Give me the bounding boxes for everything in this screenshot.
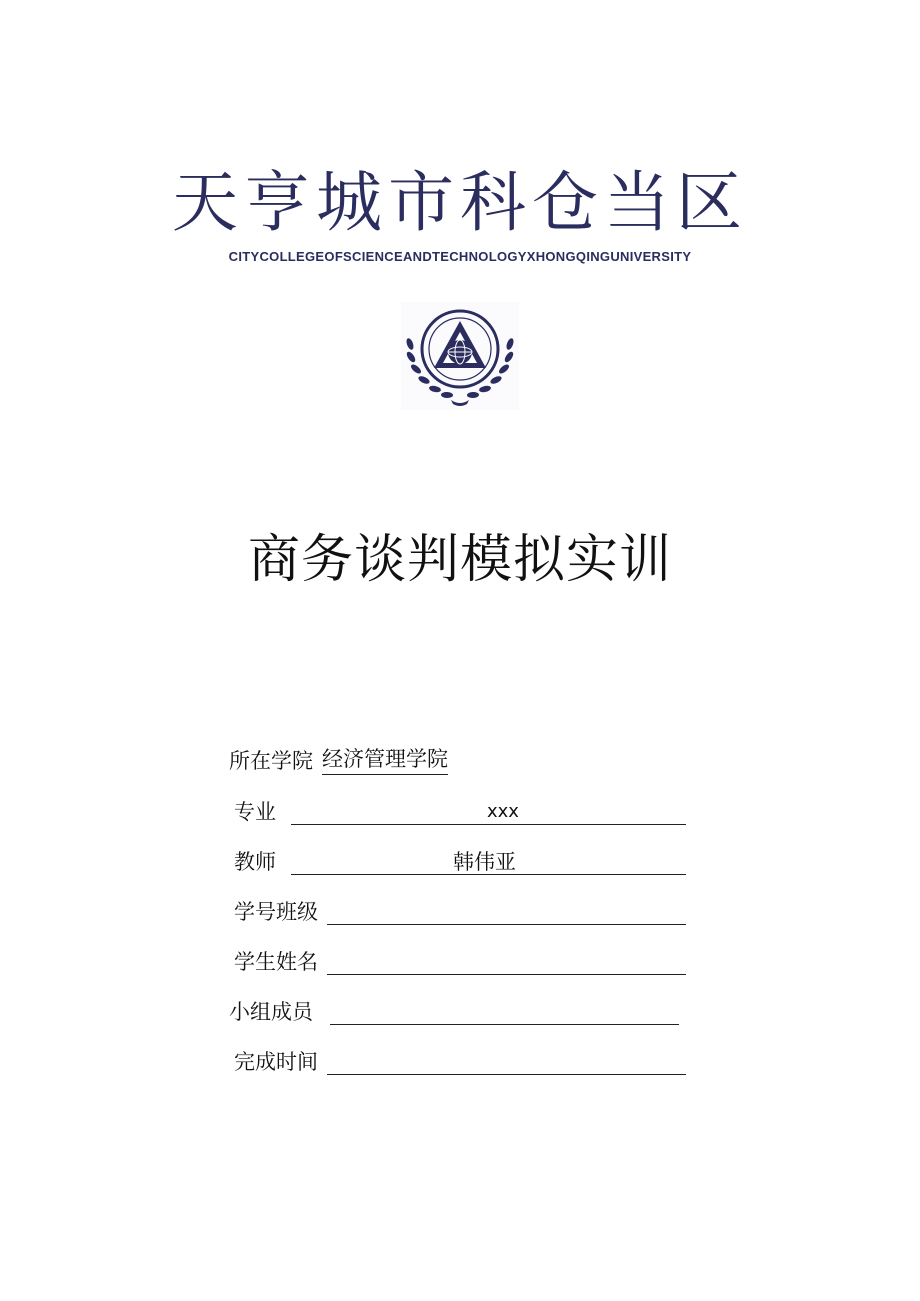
teacher-label: 教师 <box>234 850 276 874</box>
info-row-college <box>229 745 689 777</box>
date-label: 完成时间 <box>234 1050 318 1074</box>
info-row-group <box>229 996 683 1028</box>
info-row-student-id <box>234 896 688 928</box>
student-name-underline <box>327 974 686 975</box>
major-value: xxx <box>487 801 519 822</box>
major-label: 专业 <box>234 800 276 824</box>
student-name-label: 学生姓名 <box>234 950 318 974</box>
document-title: 商务谈判模拟实训 <box>247 530 672 590</box>
student-id-label: 学号班级 <box>234 900 318 924</box>
info-row-major <box>234 796 688 828</box>
university-emblem-icon <box>401 302 519 410</box>
college-name: 天亨城市科仓当区 <box>172 164 748 241</box>
student-id-underline <box>327 924 686 925</box>
info-row-teacher <box>234 846 688 878</box>
college-name-english: CITYCOLLEGEOFSCIENCEANDTECHNOLOGYXHONGQINGUNIVERSITY <box>228 249 692 264</box>
group-label: 小组成员 <box>229 1000 313 1024</box>
info-row-date <box>234 1046 688 1078</box>
group-underline <box>330 1024 679 1025</box>
info-row-student-name <box>234 946 688 978</box>
college-label: 所在学院 <box>229 749 313 773</box>
college-value: 经济管理学院 <box>322 745 448 775</box>
date-underline <box>327 1074 686 1075</box>
teacher-value: 韩伟亚 <box>453 850 516 874</box>
